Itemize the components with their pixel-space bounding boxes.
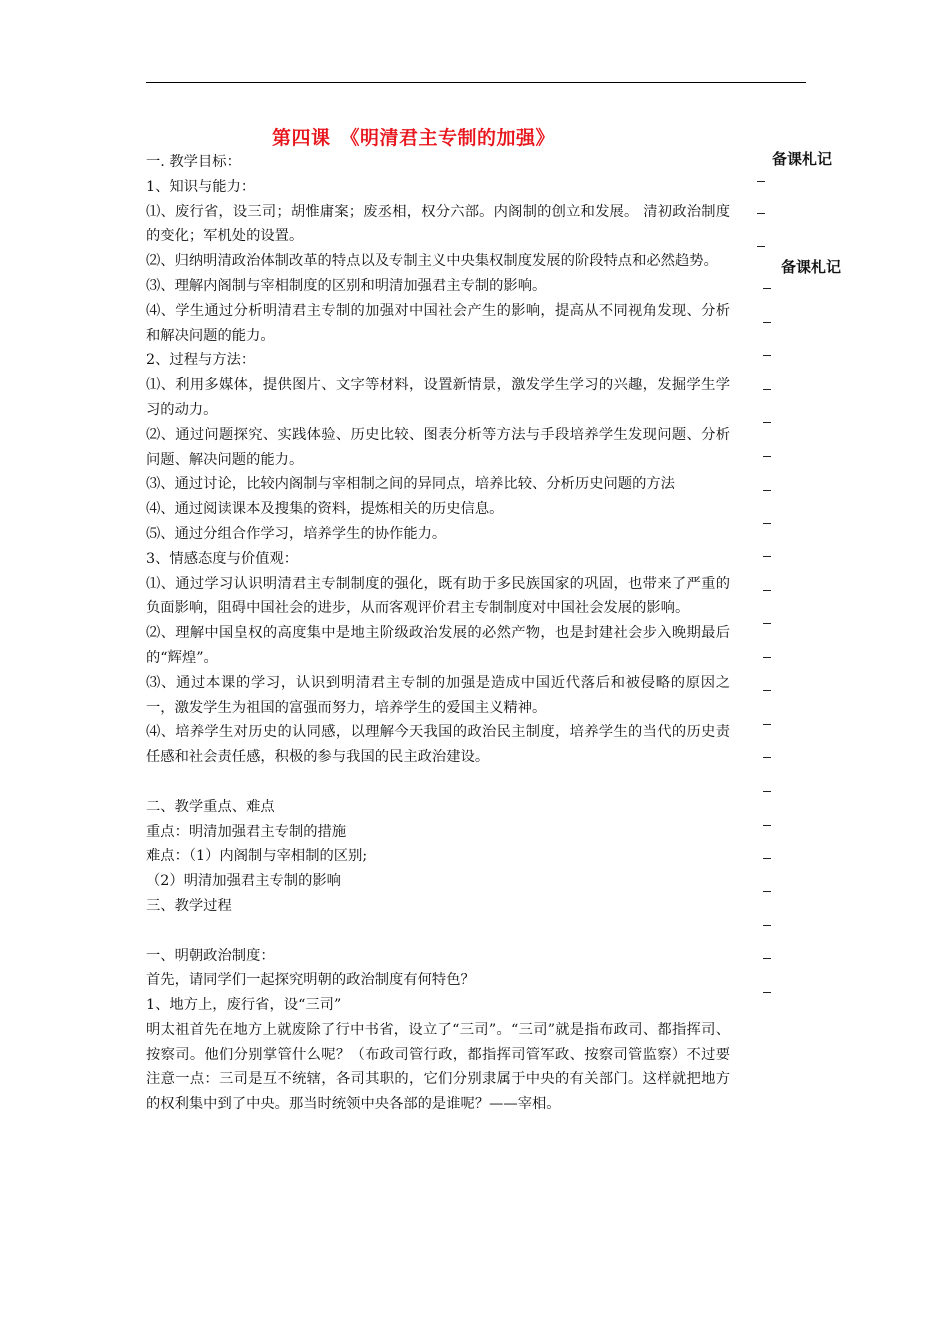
note-dash	[763, 322, 771, 323]
note-label-top: 备课札记	[772, 150, 833, 168]
note-dash	[763, 288, 771, 289]
header-rule	[146, 82, 806, 83]
body-line: 首先，请同学们一起探究明朝的政治制度有何特色？	[146, 972, 475, 989]
body-line: 2、过程与方法：	[146, 352, 256, 369]
note-dash	[763, 657, 771, 658]
body-line: ⑷、培养学生对历史的认同感，以理解今天我国的政治民主制度，培养学生的当代的历史责任感和社会责任感，积极的参与我国的民主政治建设。	[146, 724, 730, 766]
body-line: ⑶、通过讨论，比较内阁制与宰相制之间的异同点，培养比较、分析历史问题的方法	[146, 476, 675, 493]
note-dash	[757, 246, 765, 247]
note-dash	[763, 992, 771, 993]
note-dash	[763, 958, 771, 959]
note-dash	[763, 690, 771, 691]
body-line: ⑶、理解内阁制与宰相制度的区别和明清加强君主专制的影响。	[146, 277, 547, 294]
body-line: 二、教学重点、难点	[146, 798, 275, 815]
note-dash	[763, 523, 771, 524]
body-line: ⑷、通过阅读课本及搜集的资料，提炼相关的历史信息。	[146, 501, 504, 518]
body-line: ⑶、通过本课的学习，认识到明清君主专制的加强是造成中国近代落后和被侵略的原因之一，激发学生为祖国的富强而努力，培养学生的爱国主义精神。	[146, 674, 730, 716]
lesson-title: 第四课 《明清君主专制的加强》	[272, 127, 556, 149]
note-dash	[763, 858, 771, 859]
body-line: ⑴、废行省，设三司；胡惟庸案；废丞相，权分六部。内阁制的创立和发展。 清初政治制度的变化；军机处的设置。	[146, 203, 730, 245]
body-line: ⑸、通过分组合作学习，培养学生的协作能力。	[146, 525, 447, 542]
body-line: 难点：（1）内阁制与宰相制的区别;	[146, 848, 368, 865]
note-dash	[763, 590, 771, 591]
body-line: 3、情感态度与价值观：	[146, 550, 299, 567]
body-line: ⑴、利用多媒体，提供图片、文字等材料，设置新情景，激发学生学习的兴趣，发掘学生学习的动力。	[146, 377, 730, 418]
note-dash	[763, 422, 771, 423]
note-dash	[763, 623, 771, 624]
body-line: 1、地方上，废行省，设“三司”	[146, 997, 342, 1014]
note-dash	[763, 456, 771, 457]
note-dash	[763, 925, 771, 926]
body-line: 一、明朝政治制度：	[146, 947, 275, 964]
blank-line	[146, 770, 730, 795]
note-dash	[763, 556, 771, 557]
note-dash	[763, 791, 771, 792]
blank-line	[146, 919, 730, 944]
body-line: ⑴、通过学习认识明清君主专制制度的强化，既有助于多民族国家的巩固，也带来了严重的负面影响，阻碍中国社会的进步，从而客观评价君主专制制度对中国社会发展的影响。	[146, 575, 730, 617]
note-dash	[763, 825, 771, 826]
note-dash	[763, 389, 771, 390]
note-dash	[763, 355, 771, 356]
body-line: （2）明清加强君主专制的影响	[146, 873, 341, 890]
note-dash	[763, 891, 771, 892]
body-line: 一. 教学目标：	[146, 154, 241, 170]
note-dash	[757, 213, 765, 214]
body-line: ⑵、理解中国皇权的高度集中是地主阶级政治发展的必然产物，也是封建社会步入晚期最后的“辉煌”。	[146, 625, 730, 666]
note-dash	[763, 490, 771, 491]
body-line: ⑵、通过问题探究、实践体验、历史比较、图表分析等方法与手段培养学生发现问题、分析问题、解决问题的能力。	[146, 426, 730, 468]
note-dash	[763, 724, 771, 725]
body-line: 重点：明清加强君主专制的措施	[146, 823, 347, 840]
body-line: 1、知识与能力：	[146, 178, 256, 195]
body-line: 三、教学过程	[146, 897, 232, 914]
body-line: ⑵、归纳明清政治体制改革的特点以及专制主义中央集权制度发展的阶段特点和必然趋势。	[146, 253, 718, 270]
lesson-body	[146, 150, 730, 1117]
body-line: ⑷、学生通过分析明清君主专制的加强对中国社会产生的影响，提高从不同视角发现、分析和解决问题的能力。	[146, 302, 730, 344]
note-dash	[757, 181, 765, 182]
note-dash	[763, 757, 771, 758]
body-line: 明太祖首先在地方上就废除了行中书省，设立了“三司”。“三司”就是指布政司、都指挥司、按察司。他们分别掌管什么呢？（布政司管行政，都指挥司管军政、按察司管监察）不过要注意一点：三司是互不统辖，各司其职的，它们分别隶属于中央的有关部门。这样就把地方的权利集中到了中央。那当时统领中央各部的是谁呢？——宰相。	[146, 1021, 730, 1113]
note-label-second: 备课札记	[781, 258, 842, 276]
